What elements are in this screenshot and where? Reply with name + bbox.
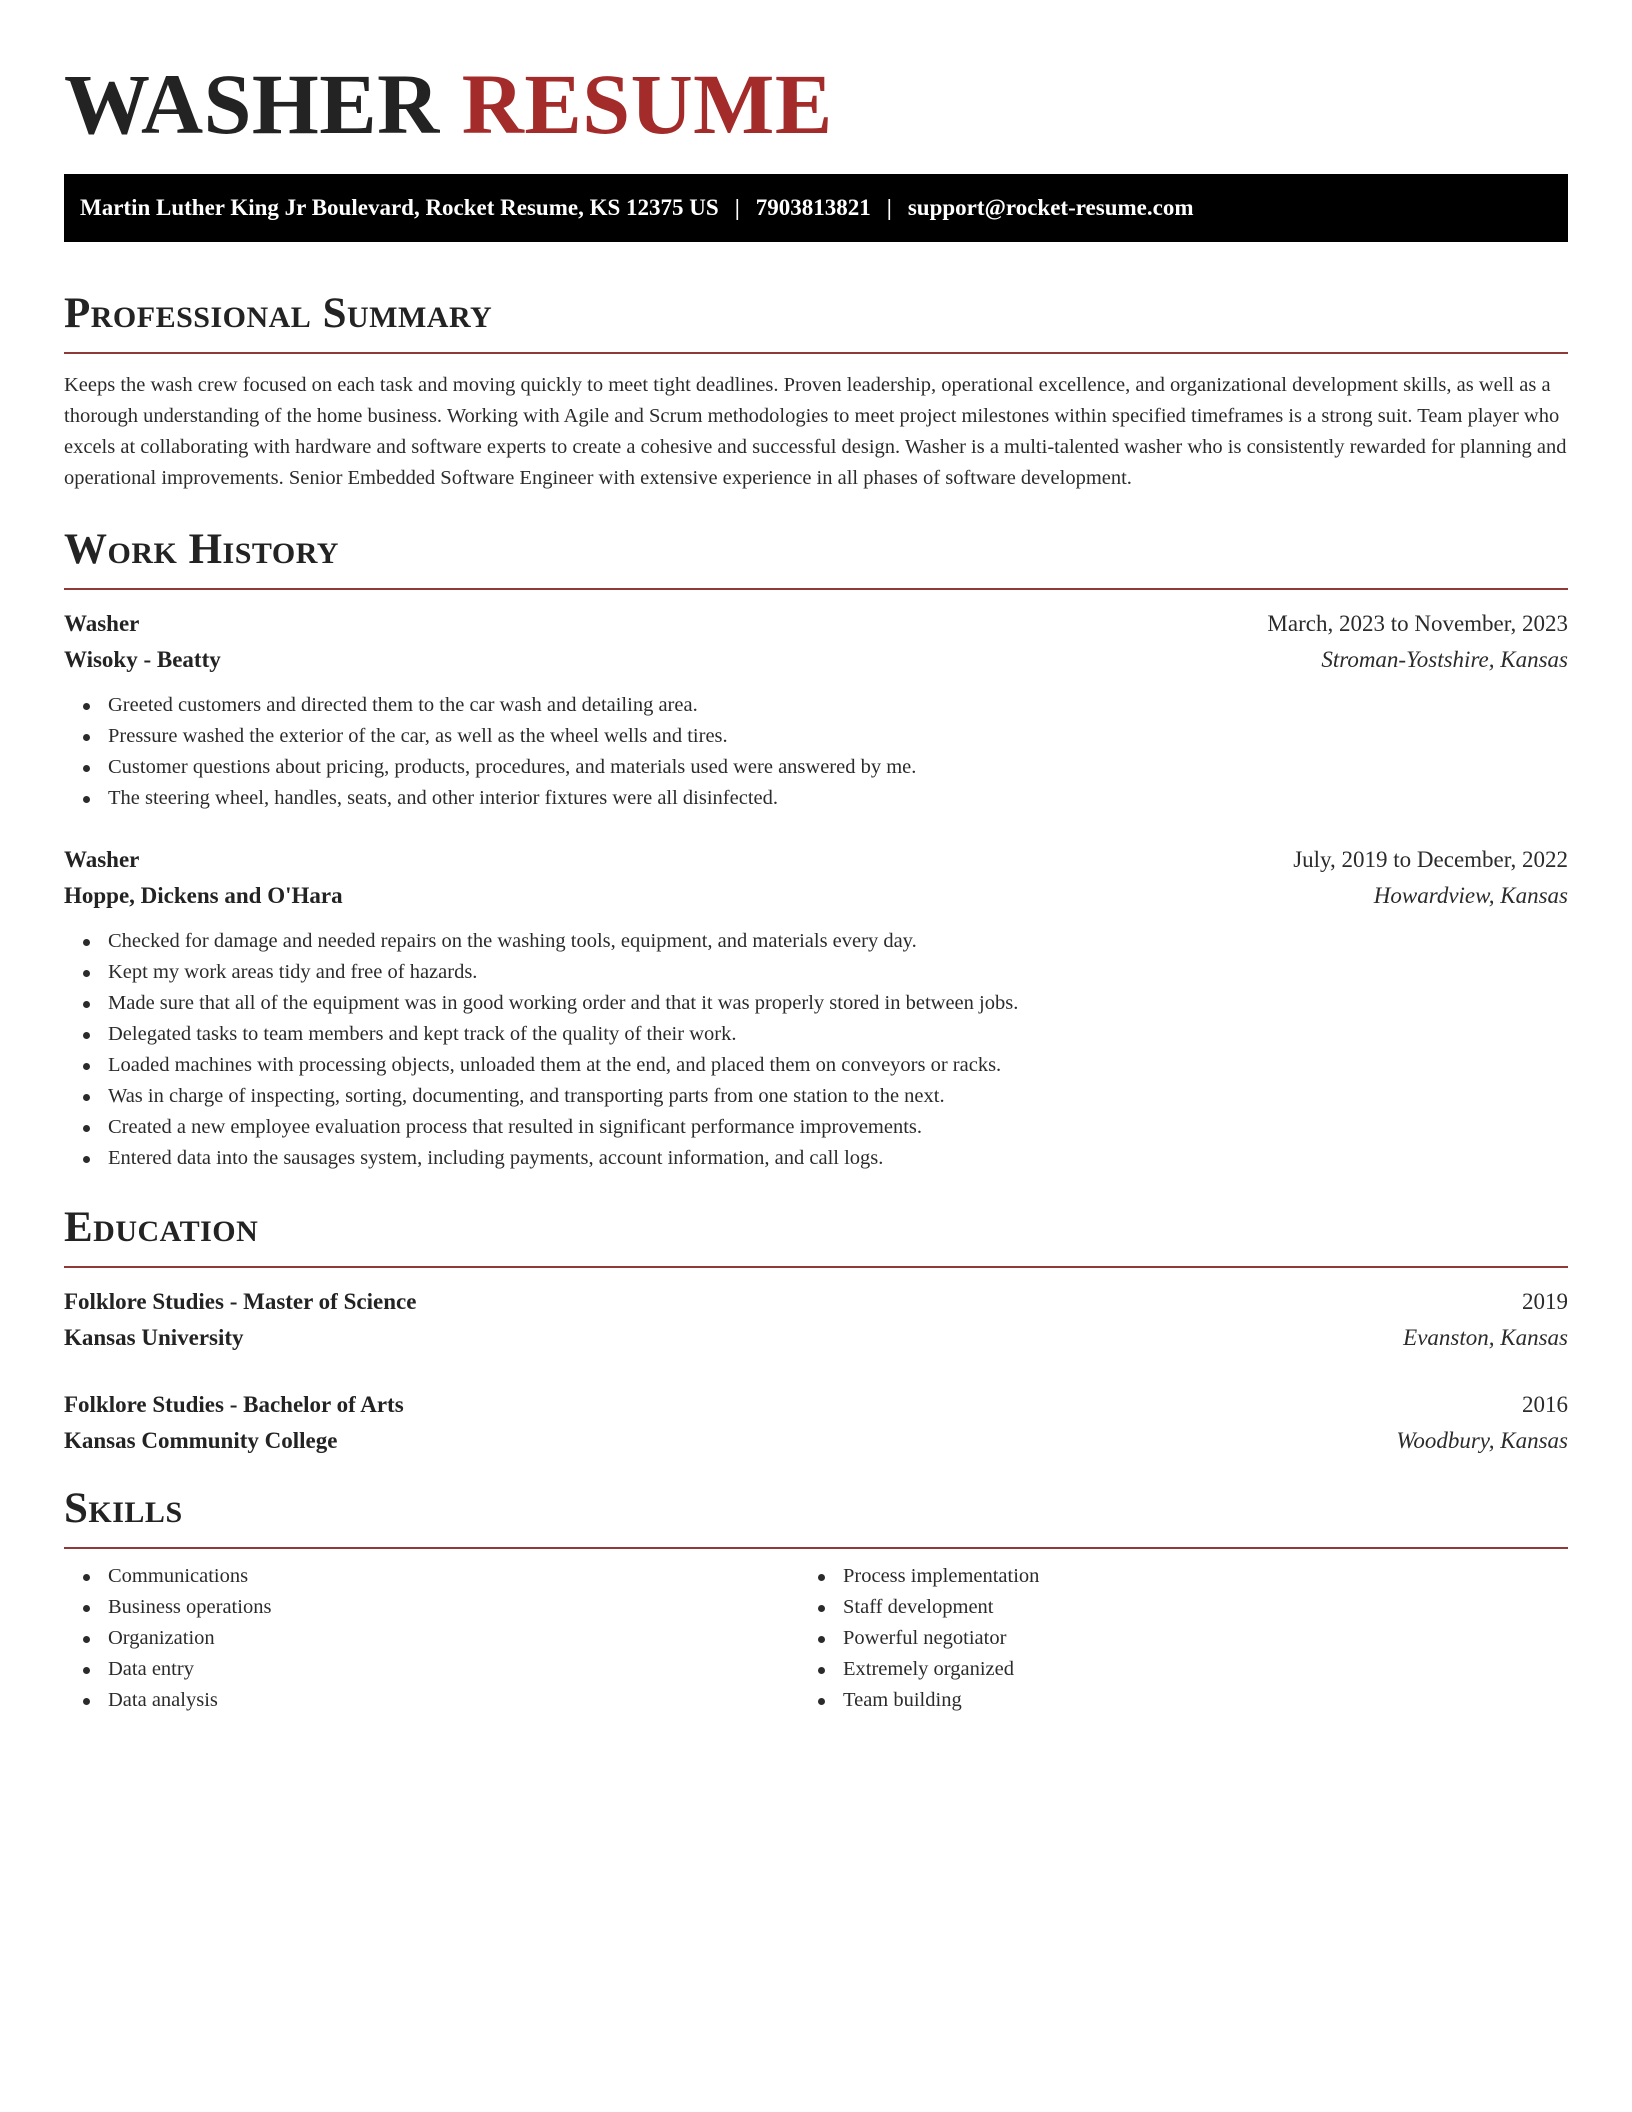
- contact-separator: |: [886, 195, 892, 220]
- education-year: 2019: [1522, 1289, 1568, 1314]
- title-main: WASHER: [64, 56, 440, 152]
- list-item: Made sure that all of the equipment was in good working order and that it was properly stored in between jobs.: [108, 988, 1568, 1019]
- skill-item: Business operations: [108, 1592, 799, 1623]
- list-item: Checked for damage and needed repairs on the washing tools, equipment, and materials every day.: [108, 926, 1568, 957]
- job-company: Hoppe, Dickens and O'Hara: [64, 883, 343, 908]
- skills-column: [799, 1561, 1499, 1716]
- section-divider: [64, 1547, 1568, 1549]
- education-degree-row: [64, 1284, 1568, 1320]
- education-degree-row: [64, 1387, 1568, 1423]
- education-school-row: [64, 1320, 1568, 1356]
- job-dates: July, 2019 to December, 2022: [1293, 847, 1568, 872]
- education-location: Woodbury, Kansas: [1396, 1428, 1568, 1453]
- job-location: Howardview, Kansas: [1373, 883, 1568, 908]
- skill-item: Team building: [843, 1685, 1499, 1716]
- contact-email: support@rocket-resume.com: [907, 195, 1194, 220]
- contact-phone: 7903813821: [755, 195, 871, 220]
- education-degree: Folklore Studies - Master of Science: [64, 1289, 417, 1314]
- summary-text: Keeps the wash crew focused on each task and moving quickly to meet tight deadlines. Proven leadership, operational excellence, and organizational development skills, as well as a thorough understanding of the home business. Working with Agile and Scrum methodologies to meet project milestones within specified timeframes is a strong suit. Team player who excels at collaborating with hardware and software experts to create a cohesive and successful design. Washer is a multi-talented washer who is consistently rewarded for planning and operational improvements. Senior Embedded Software Engineer with extensive experience in all phases of software development.: [64, 374, 1567, 489]
- list-item: Kept my work areas tidy and free of hazards.: [108, 957, 1568, 988]
- contact-separator: |: [734, 195, 740, 220]
- skills-column: [64, 1561, 799, 1716]
- title-accent: RESUME: [461, 56, 833, 152]
- job-duties-list: [64, 690, 1568, 814]
- skills-columns: [64, 1561, 1568, 1716]
- skill-item: Extremely organized: [843, 1654, 1499, 1685]
- skill-item: Data analysis: [108, 1685, 799, 1716]
- education-school-row: [64, 1423, 1568, 1459]
- summary-section: [64, 288, 1568, 494]
- job-header-row: [64, 606, 1568, 642]
- resume-title: [64, 56, 1568, 152]
- section-heading-education: Education: [64, 1204, 259, 1251]
- list-item: Customer questions about pricing, products, procedures, and materials used were answered by me.: [108, 752, 1568, 783]
- education-school: Kansas Community College: [64, 1428, 338, 1453]
- section-heading-summary: Professional Summary: [64, 290, 493, 337]
- education-year: 2016: [1522, 1392, 1568, 1417]
- section-divider: [64, 1266, 1568, 1268]
- education-degree: Folklore Studies - Bachelor of Arts: [64, 1392, 404, 1417]
- skill-item: Communications: [108, 1561, 799, 1592]
- skill-item: Organization: [108, 1623, 799, 1654]
- education-section: [64, 1202, 1568, 1459]
- job-company-row: [64, 642, 1568, 678]
- education-location: Evanston, Kansas: [1403, 1325, 1568, 1350]
- job-title: Washer: [64, 847, 140, 872]
- section-divider: [64, 588, 1568, 590]
- section-divider: [64, 352, 1568, 354]
- list-item: Entered data into the sausages system, including payments, account information, and call logs.: [108, 1143, 1568, 1174]
- section-heading-skills: Skills: [64, 1485, 183, 1532]
- list-item: Loaded machines with processing objects, unloaded them at the end, and placed them on conveyors or racks.: [108, 1050, 1568, 1081]
- contact-address: Martin Luther King Jr Boulevard, Rocket Resume, KS 12375 US: [80, 195, 719, 220]
- skills-list: [64, 1561, 799, 1716]
- skills-section: [64, 1483, 1568, 1716]
- skill-item: Process implementation: [843, 1561, 1499, 1592]
- job-duties-list: [64, 926, 1568, 1174]
- contact-bar: [64, 174, 1568, 242]
- job-location: Stroman-Yostshire, Kansas: [1321, 647, 1568, 672]
- job-title: Washer: [64, 611, 140, 636]
- list-item: Was in charge of inspecting, sorting, documenting, and transporting parts from one station to the next.: [108, 1081, 1568, 1112]
- job-dates: March, 2023 to November, 2023: [1267, 611, 1568, 636]
- skill-item: Staff development: [843, 1592, 1499, 1623]
- section-heading-work-history: Work History: [64, 526, 339, 573]
- list-item: The steering wheel, handles, seats, and other interior fixtures were all disinfected.: [108, 783, 1568, 814]
- job-entry: [64, 842, 1568, 1174]
- work-history-section: [64, 524, 1568, 1174]
- skills-list: [799, 1561, 1499, 1716]
- list-item: Created a new employee evaluation process that resulted in significant performance improvements.: [108, 1112, 1568, 1143]
- skill-item: Data entry: [108, 1654, 799, 1685]
- skill-item: Powerful negotiator: [843, 1623, 1499, 1654]
- job-header-row: [64, 842, 1568, 878]
- education-school: Kansas University: [64, 1325, 244, 1350]
- list-item: Pressure washed the exterior of the car, as well as the wheel wells and tires.: [108, 721, 1568, 752]
- list-item: Greeted customers and directed them to the car wash and detailing area.: [108, 690, 1568, 721]
- education-entry: [64, 1284, 1568, 1356]
- job-company-row: [64, 878, 1568, 914]
- education-entry: [64, 1387, 1568, 1459]
- job-entry: [64, 606, 1568, 814]
- job-company: Wisoky - Beatty: [64, 647, 221, 672]
- list-item: Delegated tasks to team members and kept track of the quality of their work.: [108, 1019, 1568, 1050]
